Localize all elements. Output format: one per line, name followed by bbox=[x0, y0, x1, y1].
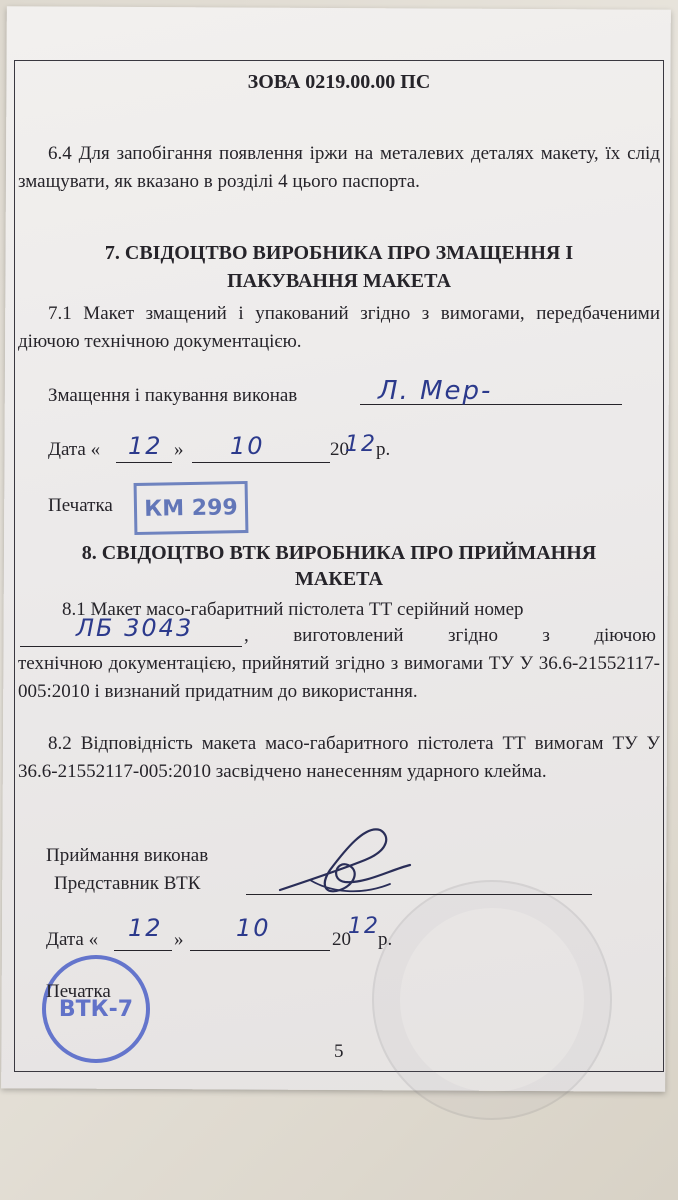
otk-signature bbox=[270, 810, 420, 910]
packing-stamp: КМ 299 bbox=[134, 481, 249, 535]
year-suffix-1: р. bbox=[376, 439, 391, 460]
section-7-title-line1: 7. СВІДОЦТВО ВИРОБНИКА ПРО ЗМАЩЕННЯ І bbox=[104, 242, 574, 264]
year-1: 12 bbox=[345, 432, 377, 457]
otk-stamp: ВТК-7 bbox=[42, 955, 150, 1063]
seal-label-1: Печатка bbox=[48, 495, 113, 516]
paragraph-7-1: 7.1 Макет змащений і упакований згідно з вимогами, передбаченими діючою технічною документацією. bbox=[18, 303, 660, 352]
section-8-title-line1: 8. СВІДОЦТВО ВТК ВИРОБНИКА ПРО ПРИЙМАННЯ bbox=[81, 542, 597, 564]
page-number: 5 bbox=[334, 1041, 344, 1062]
month-line-2 bbox=[190, 950, 330, 951]
paragraph-8-2: 8.2 Відповідність макета масо-габаритного пістолета ТТ вимогам ТУ У 36.6-21552117-005:2010 засвідчено нанесенням ударного клейма. bbox=[18, 733, 660, 782]
packer-signature: Л. Мер- bbox=[378, 376, 493, 406]
section-7-title-line2: ПАКУВАННЯ МАКЕТА bbox=[227, 270, 451, 292]
section-8-title-line2: МАКЕТА bbox=[295, 568, 383, 590]
month-2: 10 bbox=[236, 914, 271, 942]
year-prefix-2: 20 bbox=[332, 929, 351, 950]
paragraph-8-1-after-serial: , виготовлений згідно з діючою bbox=[244, 625, 656, 646]
lubrication-label: Змащення і пакування виконав bbox=[48, 385, 298, 406]
day-line-2 bbox=[114, 950, 172, 951]
year-prefix-1: 20 bbox=[330, 439, 349, 460]
serial-line bbox=[20, 646, 242, 647]
paragraph-8-1-rest: технічною документацією, прийнятий згідно з вимогами ТУ У 36.6-21552117-005:2010 і визнаний придатним до використання. bbox=[18, 653, 660, 702]
paragraph-6-4: 6.4 Для запобігання появлення іржи на металевих деталях макету, їх слід змащувати, як вказано в розділі 4 цього паспорта. bbox=[18, 143, 660, 192]
month-line-1 bbox=[192, 462, 330, 463]
day-2: 12 bbox=[128, 914, 163, 942]
year-suffix-2: р. bbox=[378, 929, 393, 950]
date-close-1: » bbox=[174, 439, 184, 460]
document-code: ЗОВА 0219.00.00 ПС bbox=[247, 71, 431, 93]
seal-label-2: Печатка bbox=[46, 981, 111, 1002]
year-2: 12 bbox=[348, 914, 380, 939]
day-1: 12 bbox=[128, 432, 163, 460]
month-1: 10 bbox=[230, 432, 265, 460]
paragraph-8-1-line1: 8.1 Макет масо-габаритний пістолета ТТ серійний номер bbox=[62, 599, 524, 620]
date-label-1: Дата « bbox=[48, 439, 101, 460]
faint-seal bbox=[372, 880, 612, 1120]
otk-label: Представник ВТК bbox=[54, 873, 201, 894]
acceptance-label: Приймання виконав bbox=[46, 845, 209, 866]
date-label-2: Дата « bbox=[46, 929, 99, 950]
day-line-1 bbox=[116, 462, 172, 463]
serial-number: ЛБ 3043 bbox=[76, 614, 194, 642]
date-close-2: » bbox=[174, 929, 184, 950]
